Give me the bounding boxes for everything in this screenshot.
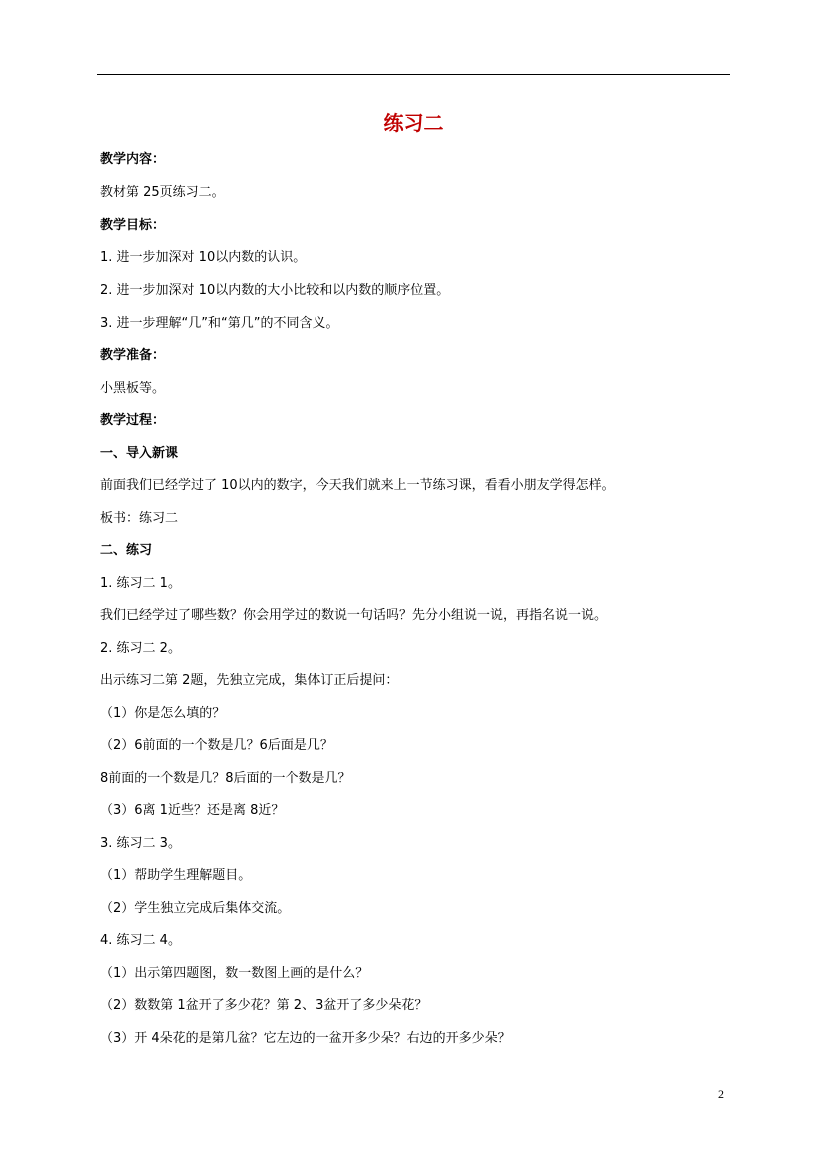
section-heading-content: 教学内容： <box>100 152 166 167</box>
list-item: 3. 进一步理解“几”和“第几”的不同含义。 <box>100 316 339 331</box>
paragraph-line: 出示练习二第 2题，先独立完成，集体订正后提问： <box>100 673 399 688</box>
list-item: （1）帮助学生理解题目。 <box>100 868 252 883</box>
section-heading-prep: 教学准备： <box>100 348 166 363</box>
list-item: （2）学生独立完成后集体交流。 <box>100 901 291 916</box>
list-item: （3）6离 1近些？还是离 8近？ <box>100 803 285 818</box>
list-item: 4. 练习二 4。 <box>100 933 181 948</box>
list-item: （3）开 4朵花的是第几盆？它左边的一盆开多少朵？右边的开多少朵？ <box>100 1031 511 1046</box>
list-item: （2）数数第 1盆开了多少花？第 2、3盆开了多少朵花？ <box>100 998 428 1013</box>
page-title: 练习二 <box>383 111 444 135</box>
paragraph-line: 教材第 25页练习二。 <box>100 185 225 200</box>
list-item: （1）你是怎么填的？ <box>100 706 226 721</box>
list-item: 3. 练习二 3。 <box>100 836 181 851</box>
list-item: 2. 练习二 2。 <box>100 641 181 656</box>
section-heading-process: 教学过程： <box>100 413 166 428</box>
section-heading-goals: 教学目标： <box>100 218 166 233</box>
paragraph-line: 8前面的一个数是几？8后面的一个数是几？ <box>100 771 351 786</box>
paragraph-line: 板书：练习二 <box>100 511 179 526</box>
list-item: （2）6前面的一个数是几？6后面是几？ <box>100 738 333 753</box>
page-number: 2 <box>718 1087 724 1101</box>
list-item: 2. 进一步加深对 10以内数的大小比较和以内数的顺序位置。 <box>100 283 450 298</box>
list-item: 1. 练习二 1。 <box>100 576 181 591</box>
header-rule <box>97 74 730 75</box>
paragraph-line: 我们已经学过了哪些数？你会用学过的数说一句话吗？先分小组说一说，再指名说一说。 <box>100 608 608 623</box>
list-item: （1）出示第四题图，数一数图上画的是什么？ <box>100 966 369 981</box>
subsection-heading-intro: 一、导入新课 <box>100 446 179 461</box>
paragraph-line: 小黑板等。 <box>100 381 166 396</box>
list-item: 1. 进一步加深对 10以内数的认识。 <box>100 250 307 265</box>
subsection-heading-practice: 二、练习 <box>100 543 153 558</box>
paragraph-line: 前面我们已经学过了 10以内的数字，今天我们就来上一节练习课，看看小朋友学得怎样。 <box>100 478 615 493</box>
